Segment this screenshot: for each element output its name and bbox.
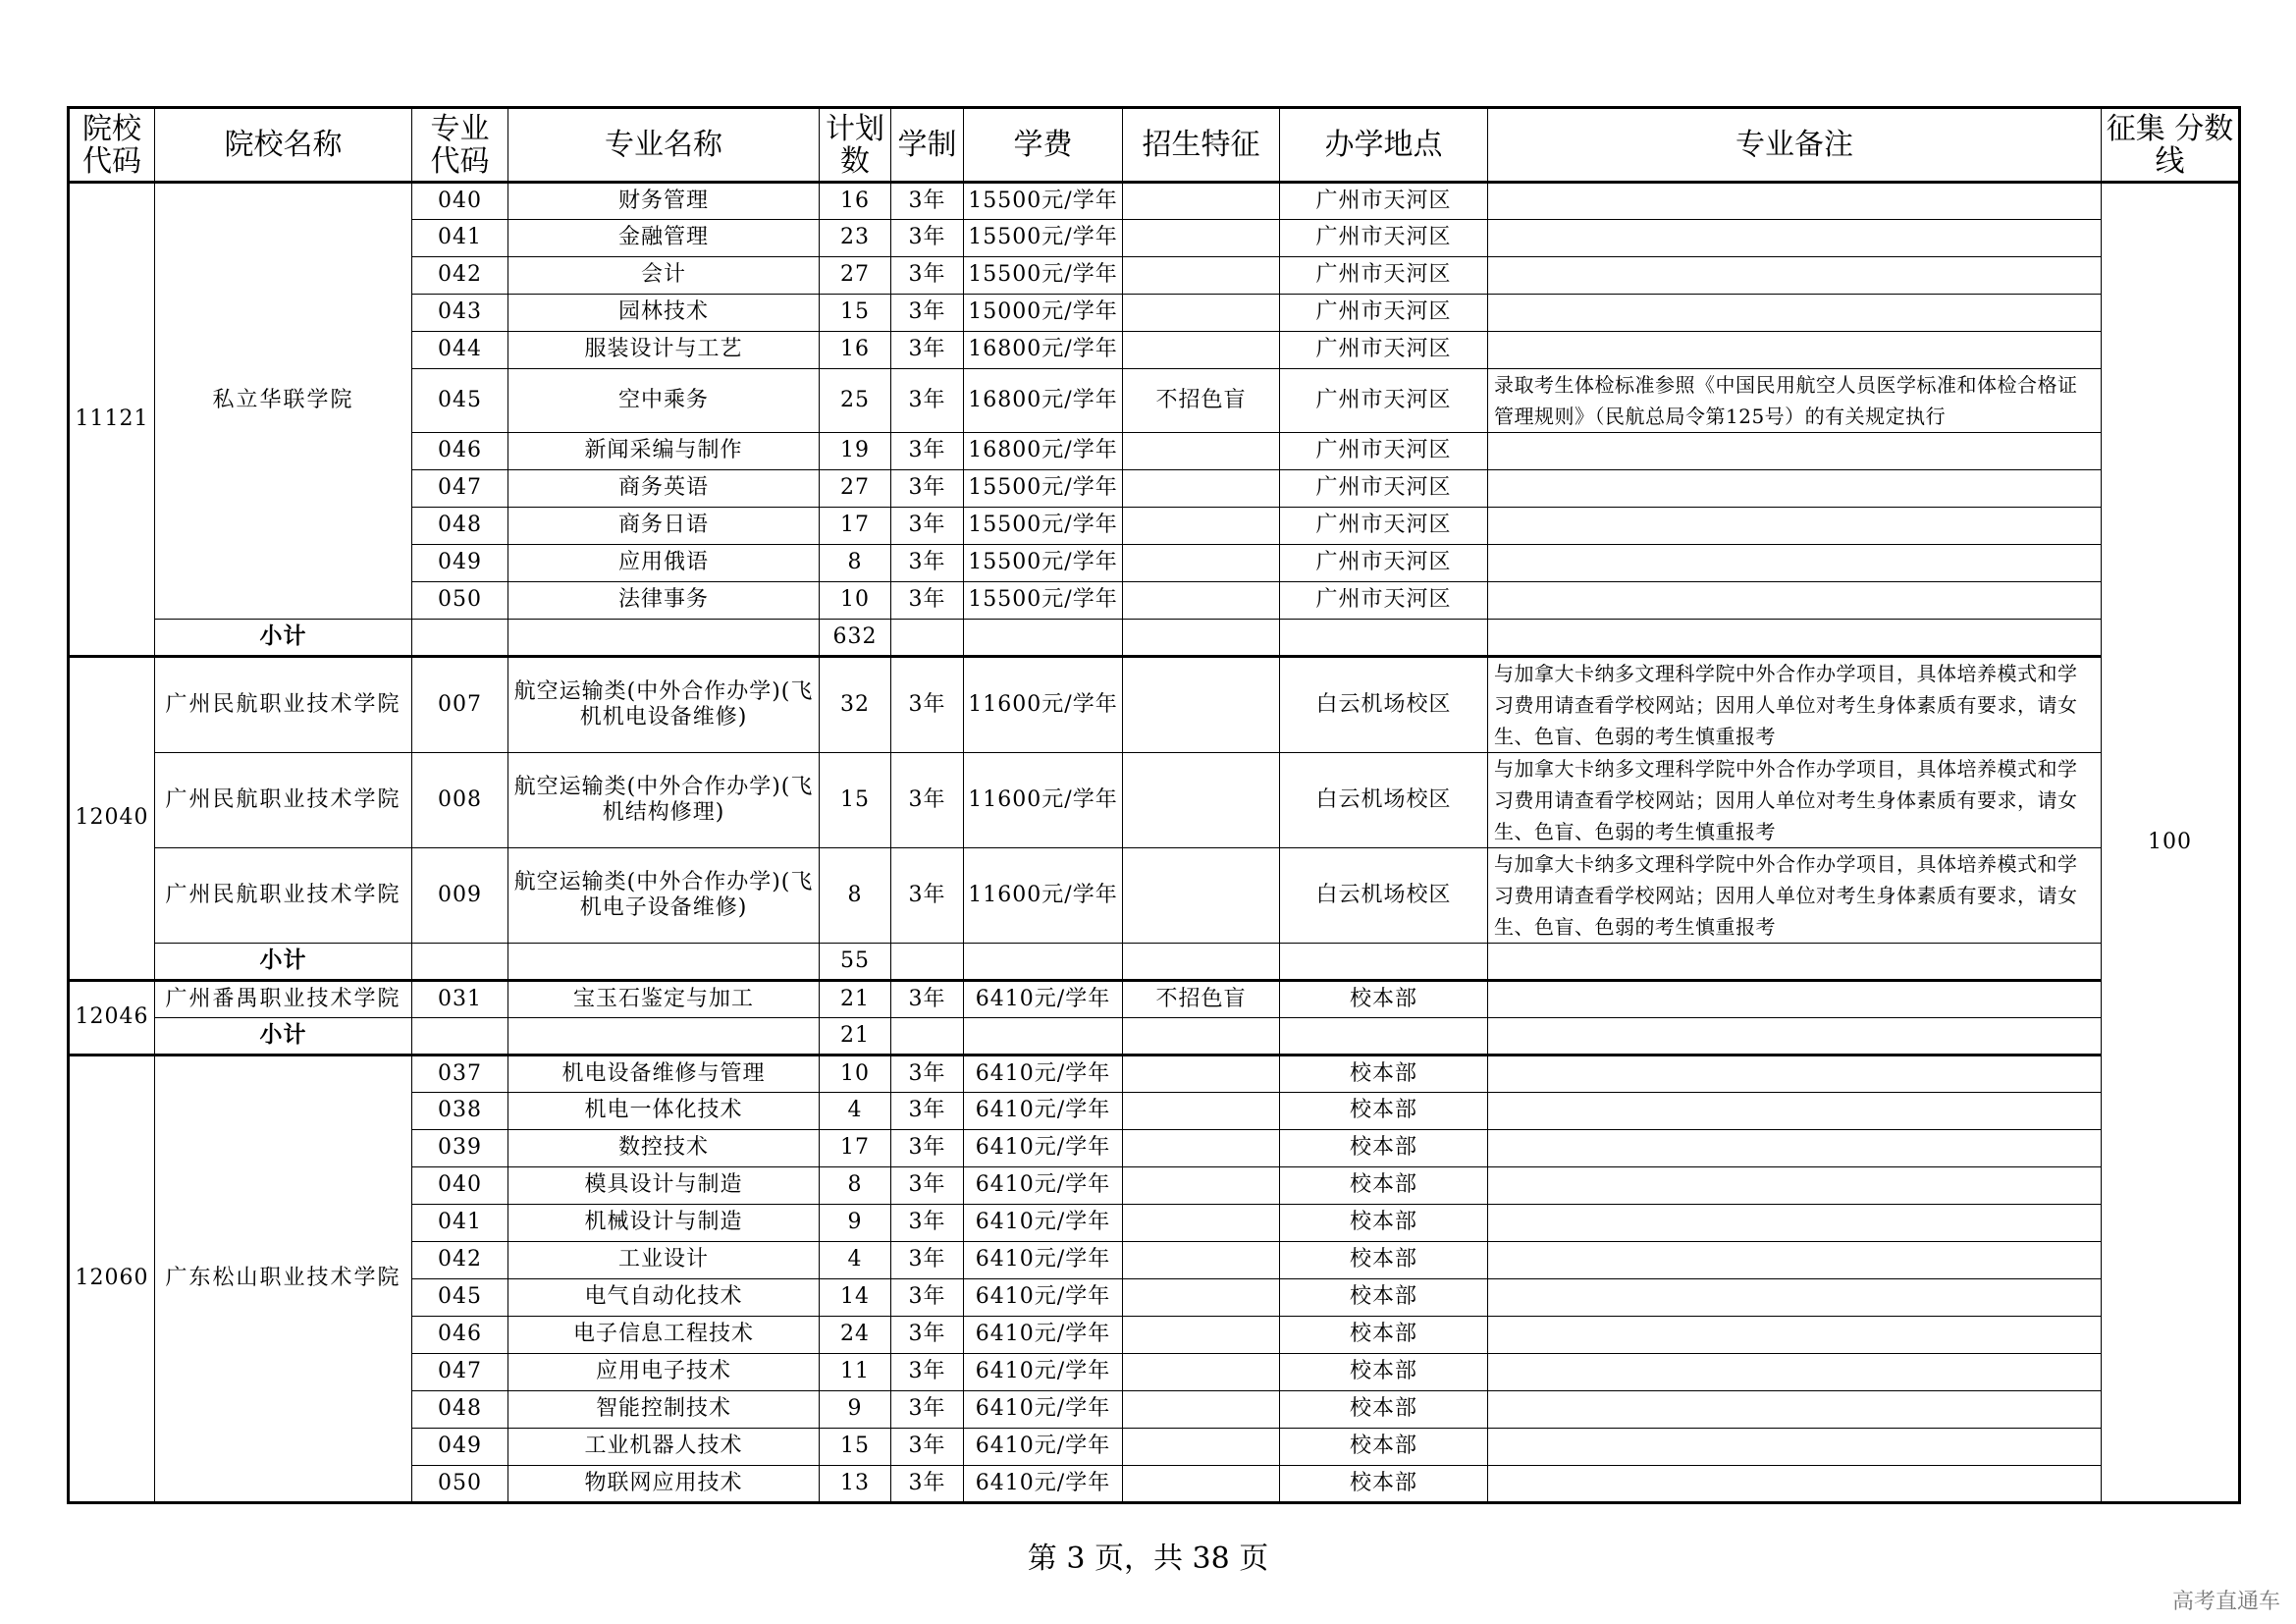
major-code-cell: 047 [412, 1354, 508, 1391]
major-code-cell: 045 [412, 1279, 508, 1317]
major-name-cell: 模具设计与制造 [508, 1167, 820, 1205]
header-school-code: 院校 代码 [69, 108, 155, 183]
major-code-cell: 050 [412, 1466, 508, 1503]
major-name-cell: 园林技术 [508, 295, 820, 332]
feature-cell [1123, 1466, 1280, 1503]
watermark: 高考直通车 [2171, 1590, 2280, 1614]
major-name-cell: 工业机器人技术 [508, 1429, 820, 1466]
subtotal-empty-cell [508, 620, 820, 657]
feature-cell [1123, 1130, 1280, 1167]
tuition-cell: 6410元/学年 [964, 1466, 1123, 1503]
major-code-cell: 037 [412, 1056, 508, 1093]
plan-cell: 9 [820, 1205, 891, 1242]
header-tuition: 学费 [964, 108, 1123, 183]
plan-cell: 32 [820, 657, 891, 753]
header-plan: 计划 数 [820, 108, 891, 183]
school-name-cell: 私立华联学院 [155, 183, 412, 620]
major-name-cell: 航空运输类(中外合作办学)(飞机结构修理) [508, 753, 820, 848]
major-name-cell: 金融管理 [508, 220, 820, 257]
remark-cell [1488, 183, 2102, 220]
table-row [69, 848, 2240, 944]
feature-cell [1123, 183, 1280, 220]
years-cell: 3年 [891, 508, 964, 545]
remark-cell [1488, 1167, 2102, 1205]
feature-cell [1123, 582, 1280, 620]
campus-cell: 校本部 [1280, 1391, 1488, 1429]
header-row [69, 108, 2240, 183]
plan-cell: 10 [820, 1056, 891, 1093]
years-cell: 3年 [891, 1093, 964, 1130]
major-code-cell: 009 [412, 848, 508, 944]
subtotal-row [69, 1018, 2240, 1056]
campus-cell: 校本部 [1280, 1242, 1488, 1279]
subtotal-empty-cell [1123, 620, 1280, 657]
feature-cell [1123, 220, 1280, 257]
years-cell: 3年 [891, 1354, 964, 1391]
major-name-cell: 财务管理 [508, 183, 820, 220]
major-code-cell: 039 [412, 1130, 508, 1167]
plan-cell: 9 [820, 1391, 891, 1429]
major-code-cell: 040 [412, 1167, 508, 1205]
feature-cell [1123, 1242, 1280, 1279]
school-name-cell: 广州民航职业技术学院 [155, 657, 412, 753]
tuition-cell: 15500元/学年 [964, 220, 1123, 257]
remark-cell: 录取考生体检标准参照《中国民用航空人员医学标准和体检合格证管理规则》（民航总局令第125号）的有关规定执行 [1488, 369, 2102, 433]
subtotal-label: 小计 [155, 1018, 412, 1056]
years-cell: 3年 [891, 183, 964, 220]
subtotal-value: 21 [820, 1018, 891, 1056]
plan-cell: 11 [820, 1354, 891, 1391]
school-code-cell: 12060 [69, 1056, 155, 1503]
table-row [69, 657, 2240, 753]
remark-cell [1488, 220, 2102, 257]
tuition-cell: 6410元/学年 [964, 1279, 1123, 1317]
tuition-cell: 15500元/学年 [964, 183, 1123, 220]
plan-cell: 24 [820, 1317, 891, 1354]
campus-cell: 校本部 [1280, 1429, 1488, 1466]
major-name-cell: 宝玉石鉴定与加工 [508, 981, 820, 1018]
campus-cell: 校本部 [1280, 1354, 1488, 1391]
tuition-cell: 6410元/学年 [964, 981, 1123, 1018]
major-name-cell: 法律事务 [508, 582, 820, 620]
header-remark: 专业备注 [1488, 108, 2102, 183]
subtotal-empty-cell [891, 1018, 964, 1056]
remark-cell [1488, 332, 2102, 369]
campus-cell: 校本部 [1280, 981, 1488, 1018]
major-code-cell: 038 [412, 1093, 508, 1130]
subtotal-row [69, 620, 2240, 657]
remark-cell [1488, 1391, 2102, 1429]
campus-cell: 广州市天河区 [1280, 508, 1488, 545]
feature-cell [1123, 545, 1280, 582]
plan-cell: 17 [820, 1130, 891, 1167]
years-cell: 3年 [891, 1429, 964, 1466]
tuition-cell: 11600元/学年 [964, 657, 1123, 753]
campus-cell: 校本部 [1280, 1056, 1488, 1093]
campus-cell: 白云机场校区 [1280, 753, 1488, 848]
subtotal-value: 632 [820, 620, 891, 657]
subtotal-empty-cell [1488, 944, 2102, 981]
feature-cell [1123, 1354, 1280, 1391]
subtotal-empty-cell [891, 944, 964, 981]
remark-cell [1488, 508, 2102, 545]
tuition-cell: 15500元/学年 [964, 582, 1123, 620]
major-code-cell: 047 [412, 470, 508, 508]
subtotal-empty-cell [964, 1018, 1123, 1056]
header-major-code: 专业 代码 [412, 108, 508, 183]
subtotal-empty-cell [964, 620, 1123, 657]
remark-cell: 与加拿大卡纳多文理科学院中外合作办学项目，具体培养模式和学习费用请查看学校网站；因用人单位对考生身体素质有要求，请女生、色盲、色弱的考生慎重报考 [1488, 753, 2102, 848]
remark-cell [1488, 1354, 2102, 1391]
plan-cell: 15 [820, 295, 891, 332]
tuition-cell: 16800元/学年 [964, 433, 1123, 470]
campus-cell: 广州市天河区 [1280, 470, 1488, 508]
remark-cell [1488, 433, 2102, 470]
major-code-cell: 007 [412, 657, 508, 753]
feature-cell [1123, 433, 1280, 470]
plan-cell: 4 [820, 1242, 891, 1279]
major-code-cell: 045 [412, 369, 508, 433]
major-name-cell: 航空运输类(中外合作办学)(飞机机电设备维修) [508, 657, 820, 753]
subtotal-empty-cell [964, 944, 1123, 981]
years-cell: 3年 [891, 1056, 964, 1093]
feature-cell: 不招色盲 [1123, 981, 1280, 1018]
remark-cell [1488, 1093, 2102, 1130]
years-cell: 3年 [891, 1466, 964, 1503]
major-code-cell: 046 [412, 433, 508, 470]
years-cell: 3年 [891, 981, 964, 1018]
subtotal-empty-cell [508, 944, 820, 981]
header-major-name: 专业名称 [508, 108, 820, 183]
plan-cell: 23 [820, 220, 891, 257]
campus-cell: 白云机场校区 [1280, 657, 1488, 753]
school-code-cell: 12046 [69, 981, 155, 1056]
enrollment-plan-table [67, 106, 2241, 1504]
subtotal-empty-cell [1488, 620, 2102, 657]
major-code-cell: 050 [412, 582, 508, 620]
subtotal-empty-cell [412, 1018, 508, 1056]
years-cell: 3年 [891, 220, 964, 257]
major-code-cell: 046 [412, 1317, 508, 1354]
subtotal-empty-cell [1280, 620, 1488, 657]
major-name-cell: 数控技术 [508, 1130, 820, 1167]
tuition-cell: 15500元/学年 [964, 257, 1123, 295]
plan-cell: 27 [820, 257, 891, 295]
major-code-cell: 044 [412, 332, 508, 369]
plan-cell: 13 [820, 1466, 891, 1503]
campus-cell: 白云机场校区 [1280, 848, 1488, 944]
years-cell: 3年 [891, 433, 964, 470]
subtotal-empty-cell [412, 620, 508, 657]
years-cell: 3年 [891, 1242, 964, 1279]
header-years: 学制 [891, 108, 964, 183]
tuition-cell: 15500元/学年 [964, 545, 1123, 582]
plan-cell: 15 [820, 753, 891, 848]
campus-cell: 校本部 [1280, 1167, 1488, 1205]
major-name-cell: 商务英语 [508, 470, 820, 508]
remark-cell: 与加拿大卡纳多文理科学院中外合作办学项目，具体培养模式和学习费用请查看学校网站；因用人单位对考生身体素质有要求，请女生、色盲、色弱的考生慎重报考 [1488, 848, 2102, 944]
major-code-cell: 031 [412, 981, 508, 1018]
major-name-cell: 应用俄语 [508, 545, 820, 582]
tuition-cell: 15000元/学年 [964, 295, 1123, 332]
plan-cell: 21 [820, 981, 891, 1018]
feature-cell: 不招色盲 [1123, 369, 1280, 433]
feature-cell [1123, 753, 1280, 848]
subtotal-empty-cell [1123, 944, 1280, 981]
campus-cell: 校本部 [1280, 1466, 1488, 1503]
tuition-cell: 16800元/学年 [964, 332, 1123, 369]
tuition-cell: 11600元/学年 [964, 848, 1123, 944]
subtotal-label: 小计 [155, 944, 412, 981]
plan-cell: 16 [820, 332, 891, 369]
school-code-cell: 12040 [69, 657, 155, 981]
tuition-cell: 6410元/学年 [964, 1130, 1123, 1167]
campus-cell: 校本部 [1280, 1130, 1488, 1167]
years-cell: 3年 [891, 1391, 964, 1429]
subtotal-empty-cell [1488, 1018, 2102, 1056]
major-name-cell: 物联网应用技术 [508, 1466, 820, 1503]
major-code-cell: 042 [412, 257, 508, 295]
remark-cell [1488, 1317, 2102, 1354]
major-name-cell: 机电一体化技术 [508, 1093, 820, 1130]
major-code-cell: 041 [412, 220, 508, 257]
plan-cell: 25 [820, 369, 891, 433]
table-row [69, 183, 2240, 220]
remark-cell [1488, 545, 2102, 582]
plan-cell: 10 [820, 582, 891, 620]
feature-cell [1123, 1205, 1280, 1242]
tuition-cell: 6410元/学年 [964, 1056, 1123, 1093]
remark-cell [1488, 1056, 2102, 1093]
table-body [69, 183, 2240, 1503]
years-cell: 3年 [891, 1167, 964, 1205]
campus-cell: 广州市天河区 [1280, 257, 1488, 295]
years-cell: 3年 [891, 1205, 964, 1242]
years-cell: 3年 [891, 1317, 964, 1354]
major-name-cell: 商务日语 [508, 508, 820, 545]
plan-cell: 27 [820, 470, 891, 508]
feature-cell [1123, 470, 1280, 508]
subtotal-empty-cell [508, 1018, 820, 1056]
campus-cell: 广州市天河区 [1280, 183, 1488, 220]
feature-cell [1123, 848, 1280, 944]
major-name-cell: 会计 [508, 257, 820, 295]
header-school-name: 院校名称 [155, 108, 412, 183]
tuition-cell: 15500元/学年 [964, 508, 1123, 545]
major-name-cell: 新闻采编与制作 [508, 433, 820, 470]
major-name-cell: 工业设计 [508, 1242, 820, 1279]
years-cell: 3年 [891, 582, 964, 620]
years-cell: 3年 [891, 332, 964, 369]
feature-cell [1123, 1317, 1280, 1354]
tuition-cell: 6410元/学年 [964, 1354, 1123, 1391]
remark-cell [1488, 981, 2102, 1018]
school-name-cell: 广州民航职业技术学院 [155, 753, 412, 848]
years-cell: 3年 [891, 1130, 964, 1167]
remark-cell [1488, 470, 2102, 508]
years-cell: 3年 [891, 295, 964, 332]
table-row [69, 1056, 2240, 1093]
remark-cell [1488, 1242, 2102, 1279]
plan-cell: 14 [820, 1279, 891, 1317]
campus-cell: 校本部 [1280, 1093, 1488, 1130]
major-code-cell: 043 [412, 295, 508, 332]
major-code-cell: 041 [412, 1205, 508, 1242]
subtotal-empty-cell [1280, 944, 1488, 981]
feature-cell [1123, 1279, 1280, 1317]
school-name-cell: 广东松山职业技术学院 [155, 1056, 412, 1503]
campus-cell: 广州市天河区 [1280, 295, 1488, 332]
feature-cell [1123, 332, 1280, 369]
campus-cell: 校本部 [1280, 1279, 1488, 1317]
feature-cell [1123, 657, 1280, 753]
remark-cell [1488, 582, 2102, 620]
plan-cell: 8 [820, 848, 891, 944]
remark-cell: 与加拿大卡纳多文理科学院中外合作办学项目，具体培养模式和学习费用请查看学校网站；因用人单位对考生身体素质有要求，请女生、色盲、色弱的考生慎重报考 [1488, 657, 2102, 753]
subtotal-empty-cell [1280, 1018, 1488, 1056]
years-cell: 3年 [891, 753, 964, 848]
plan-cell: 8 [820, 1167, 891, 1205]
remark-cell [1488, 257, 2102, 295]
major-name-cell: 空中乘务 [508, 369, 820, 433]
header-feature: 招生特征 [1123, 108, 1280, 183]
tuition-cell: 6410元/学年 [964, 1242, 1123, 1279]
major-code-cell: 049 [412, 545, 508, 582]
header-cutoff: 征集 分数线 [2102, 108, 2240, 183]
plan-cell: 19 [820, 433, 891, 470]
campus-cell: 广州市天河区 [1280, 332, 1488, 369]
major-code-cell: 048 [412, 1391, 508, 1429]
years-cell: 3年 [891, 657, 964, 753]
table-row [69, 753, 2240, 848]
tuition-cell: 16800元/学年 [964, 369, 1123, 433]
major-code-cell: 040 [412, 183, 508, 220]
major-name-cell: 智能控制技术 [508, 1391, 820, 1429]
header-campus: 办学地点 [1280, 108, 1488, 183]
years-cell: 3年 [891, 545, 964, 582]
tuition-cell: 6410元/学年 [964, 1317, 1123, 1354]
school-code-cell: 11121 [69, 183, 155, 657]
table-row [69, 981, 2240, 1018]
feature-cell [1123, 257, 1280, 295]
school-name-cell: 广州番禺职业技术学院 [155, 981, 412, 1018]
years-cell: 3年 [891, 1279, 964, 1317]
cutoff-cell: 100 [2102, 183, 2240, 1503]
major-name-cell: 应用电子技术 [508, 1354, 820, 1391]
years-cell: 3年 [891, 257, 964, 295]
school-name-cell: 广州民航职业技术学院 [155, 848, 412, 944]
campus-cell: 校本部 [1280, 1205, 1488, 1242]
tuition-cell: 6410元/学年 [964, 1429, 1123, 1466]
subtotal-row [69, 944, 2240, 981]
subtotal-empty-cell [891, 620, 964, 657]
feature-cell [1123, 1056, 1280, 1093]
campus-cell: 广州市天河区 [1280, 433, 1488, 470]
feature-cell [1123, 295, 1280, 332]
tuition-cell: 11600元/学年 [964, 753, 1123, 848]
major-name-cell: 电气自动化技术 [508, 1279, 820, 1317]
campus-cell: 广州市天河区 [1280, 369, 1488, 433]
plan-cell: 4 [820, 1093, 891, 1130]
major-code-cell: 042 [412, 1242, 508, 1279]
major-code-cell: 048 [412, 508, 508, 545]
tuition-cell: 6410元/学年 [964, 1167, 1123, 1205]
campus-cell: 广州市天河区 [1280, 582, 1488, 620]
remark-cell [1488, 1429, 2102, 1466]
remark-cell [1488, 1205, 2102, 1242]
major-name-cell: 机械设计与制造 [508, 1205, 820, 1242]
campus-cell: 广州市天河区 [1280, 545, 1488, 582]
major-name-cell: 电子信息工程技术 [508, 1317, 820, 1354]
tuition-cell: 6410元/学年 [964, 1391, 1123, 1429]
years-cell: 3年 [891, 470, 964, 508]
subtotal-empty-cell [1123, 1018, 1280, 1056]
feature-cell [1123, 508, 1280, 545]
subtotal-empty-cell [412, 944, 508, 981]
campus-cell: 校本部 [1280, 1317, 1488, 1354]
years-cell: 3年 [891, 848, 964, 944]
tuition-cell: 6410元/学年 [964, 1205, 1123, 1242]
tuition-cell: 6410元/学年 [964, 1093, 1123, 1130]
feature-cell [1123, 1093, 1280, 1130]
plan-cell: 15 [820, 1429, 891, 1466]
major-name-cell: 机电设备维修与管理 [508, 1056, 820, 1093]
page-footer: 第 3 页，共 38 页 [1027, 1542, 1269, 1576]
remark-cell [1488, 1279, 2102, 1317]
feature-cell [1123, 1167, 1280, 1205]
major-code-cell: 049 [412, 1429, 508, 1466]
remark-cell [1488, 1130, 2102, 1167]
campus-cell: 广州市天河区 [1280, 220, 1488, 257]
tuition-cell: 15500元/学年 [964, 470, 1123, 508]
plan-cell: 8 [820, 545, 891, 582]
years-cell: 3年 [891, 369, 964, 433]
plan-cell: 16 [820, 183, 891, 220]
major-name-cell: 航空运输类(中外合作办学)(飞机电子设备维修) [508, 848, 820, 944]
subtotal-value: 55 [820, 944, 891, 981]
plan-cell: 17 [820, 508, 891, 545]
remark-cell [1488, 1466, 2102, 1503]
feature-cell [1123, 1429, 1280, 1466]
remark-cell [1488, 295, 2102, 332]
major-code-cell: 008 [412, 753, 508, 848]
subtotal-label: 小计 [155, 620, 412, 657]
major-name-cell: 服装设计与工艺 [508, 332, 820, 369]
feature-cell [1123, 1391, 1280, 1429]
